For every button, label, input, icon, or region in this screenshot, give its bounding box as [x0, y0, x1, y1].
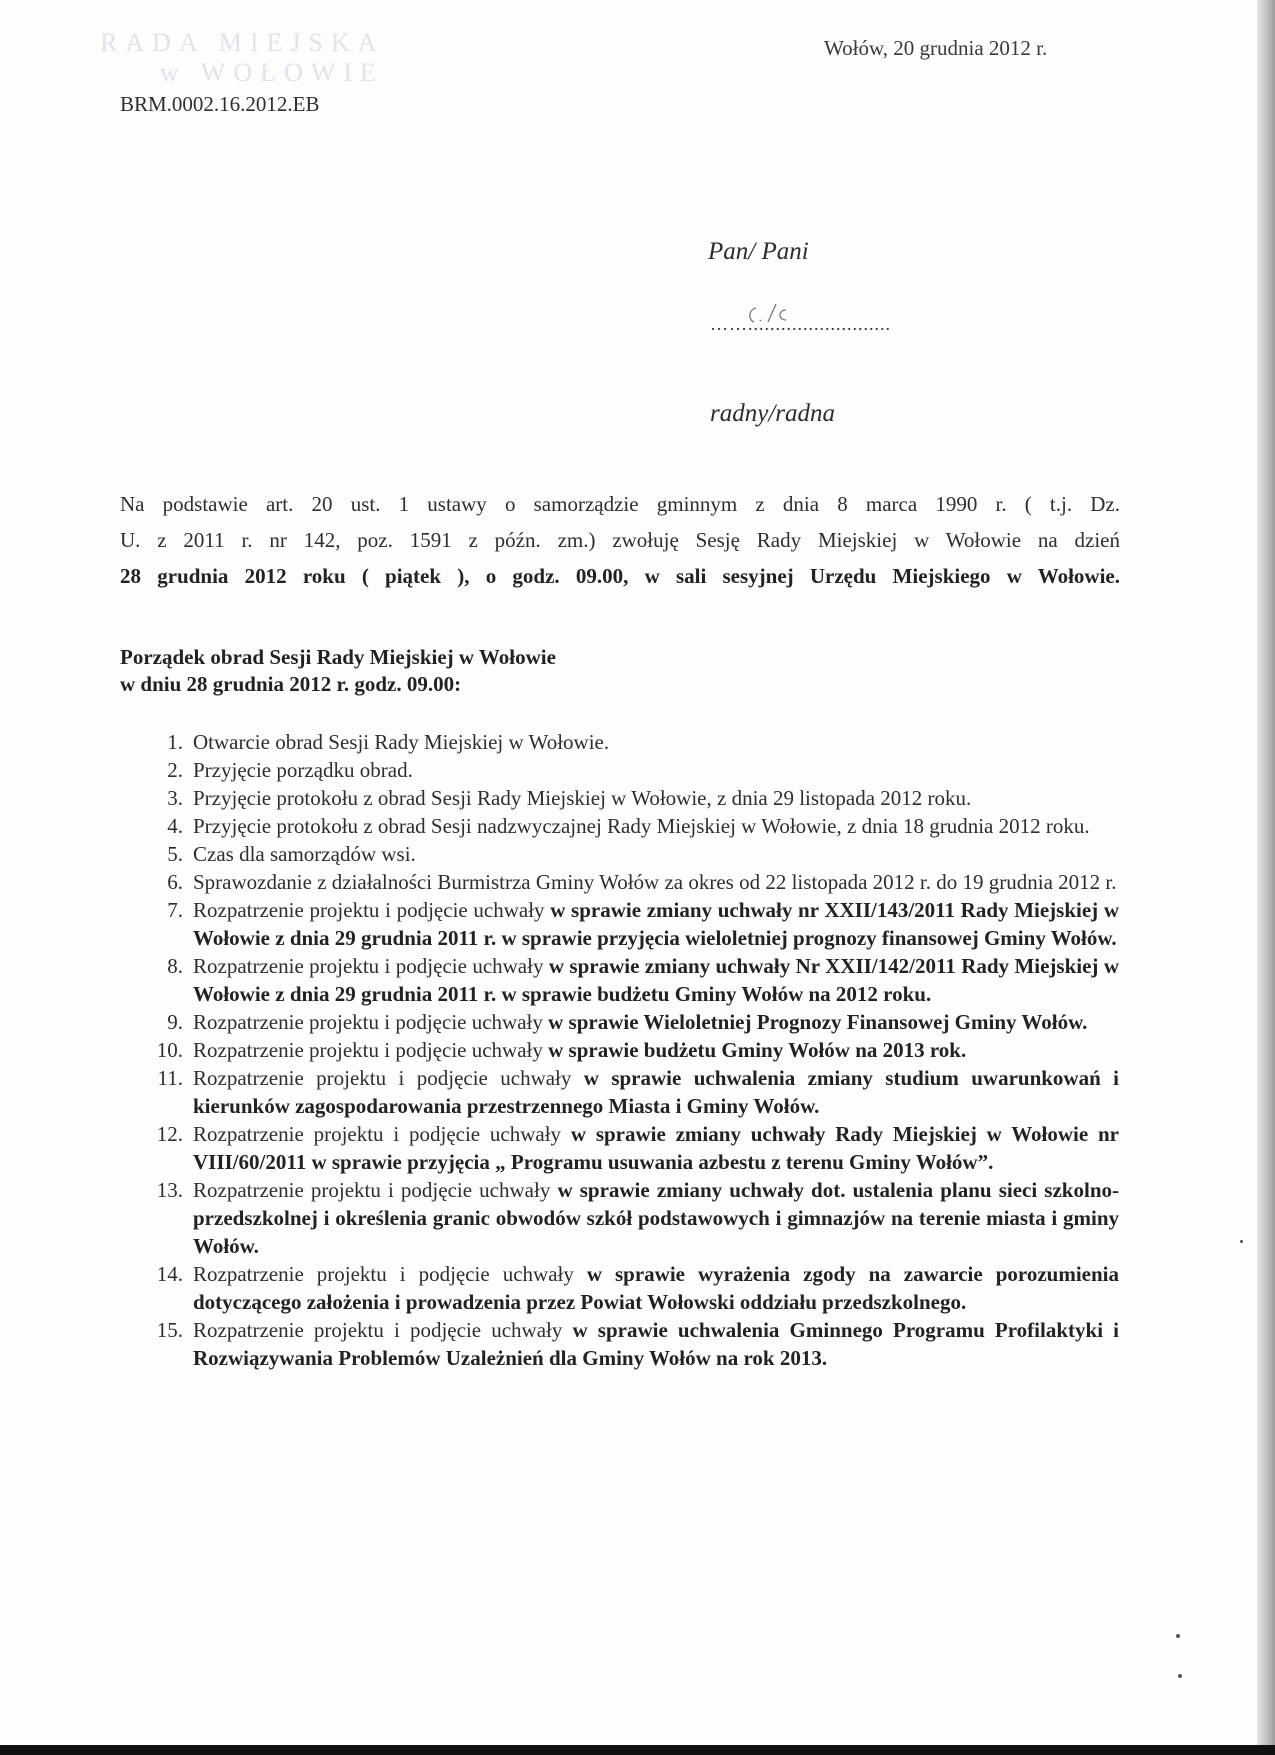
addressee-salutation: Pan/ Pani: [708, 238, 809, 265]
agenda-item-number: 6.: [167, 870, 183, 894]
scan-edge-bottom: [0, 1745, 1275, 1755]
agenda-item-text: Czas dla samorządów wsi.: [193, 842, 416, 866]
scan-speck: [1178, 1674, 1182, 1678]
agenda-item-bold: w sprawie zmiany uchwały nr XXII/143/2011 Rady Miejskiej w Wołowie z dnia 29 grudnia 2011 r. w sprawie przyjęcia wieloletniej prognozy finansowej Gminy Wołów.: [193, 898, 1119, 950]
agenda-item: [151, 1036, 1119, 1064]
agenda-item-number: 14.: [156, 1262, 183, 1286]
agenda-item: [151, 756, 1119, 784]
letter-date: Wołów, 20 grudnia 2012 r.: [824, 36, 1048, 60]
agenda-item-number: 1.: [167, 730, 183, 754]
agenda-item-text: Rozpatrzenie projektu i podjęcie uchwały: [193, 1262, 587, 1286]
intro-line-2: U. z 2011 r. nr 142, poz. 1591 z późn. zm.) zwołuję Sesję Rady Miejskiej w Wołowie na dzień: [120, 528, 1120, 552]
reference-number: BRM.0002.16.2012.EB: [120, 92, 320, 116]
agenda-item: [151, 868, 1119, 896]
agenda-item: [151, 728, 1119, 756]
agenda-item: [151, 952, 1119, 1008]
agenda-item: [151, 1176, 1119, 1260]
agenda-item-bold: w sprawie zmiany uchwały Rady Miejskiej w Wołowie nr VIII/60/2011 w sprawie przyjęcia „ Programu usuwania azbestu z terenu Gminy Wołów”.: [193, 1122, 1119, 1174]
addressee-name-field: [710, 300, 940, 332]
agenda-item: [151, 784, 1119, 812]
agenda-item-number: 9.: [167, 1010, 183, 1034]
agenda-item-number: 2.: [167, 758, 183, 782]
agenda-item-text: Sprawozdanie z działalności Burmistrza Gminy Wołów za okres od 22 listopada 2012 r. do 19 grudnia 2012 r.: [193, 870, 1117, 894]
agenda-item-number: 10.: [156, 1038, 183, 1062]
agenda-heading: [120, 644, 556, 698]
agenda-item: [151, 1120, 1119, 1176]
agenda-item-text: Przyjęcie protokołu z obrad Sesji nadzwyczajnej Rady Miejskiej w Wołowie, z dnia 18 grudnia 2012 roku.: [193, 814, 1090, 838]
addressee-role: radny/radna: [710, 400, 835, 427]
agenda-item-number: 8.: [167, 954, 183, 978]
agenda-item-bold: w sprawie uchwalenia zmiany studium uwarunkowań i kierunków zagospodarowania przestrzennego Miasta i Gminy Wołów.: [193, 1066, 1119, 1118]
agenda-item-bold: w sprawie uchwalenia Gminnego Programu Profilaktyki i Rozwiązywania Problemów Uzależnień dla Gminy Wołów na rok 2013.: [193, 1318, 1119, 1370]
intro-paragraph: [120, 486, 1120, 594]
agenda-item: [151, 812, 1119, 840]
agenda-item: [151, 1008, 1119, 1036]
agenda-item-text: Otwarcie obrad Sesji Rady Miejskiej w Wołowie.: [193, 730, 610, 754]
agenda-item-number: 13.: [156, 1178, 183, 1202]
agenda-item-number: 12.: [156, 1122, 183, 1146]
intro-line-3-wrap: [120, 558, 1120, 594]
scan-edge-right: [1257, 0, 1275, 1755]
intro-line-3: 28 grudnia 2012 roku ( piątek ), o godz. 09.00, w sali sesyjnej Urzędu Miejskiego w Wołowie.: [120, 564, 1120, 588]
stamp-line-1: RADA MIEJSKA: [100, 28, 385, 57]
agenda-item-text: Rozpatrzenie projektu i podjęcie uchwały: [193, 1038, 549, 1062]
agenda-item-number: 7.: [167, 898, 183, 922]
agenda-item: [151, 840, 1119, 868]
stamp-line-2: w WOŁOWIE: [160, 58, 384, 87]
agenda-item-number: 3.: [167, 786, 183, 810]
agenda-item-text: Rozpatrzenie projektu i podjęcie uchwały: [193, 898, 551, 922]
agenda-item: [151, 1316, 1119, 1372]
agenda-item-bold: w sprawie zmiany uchwały dot. ustalenia planu sieci szkolno-przedszkolnej i określenia granic obwodów szkół podstawowych i gimnazjów na terenie miasta i gminy Wołów.: [193, 1178, 1119, 1258]
agenda-item-text: Przyjęcie protokołu z obrad Sesji Rady Miejskiej w Wołowie, z dnia 29 listopada 2012 roku.: [193, 786, 972, 810]
agenda-item: [151, 1064, 1119, 1120]
scan-speck: [1176, 1634, 1180, 1638]
agenda-item-text: Rozpatrzenie projektu i podjęcie uchwały: [193, 1318, 573, 1342]
agenda-item-bold: w sprawie zmiany uchwały Nr XXII/142/2011 Rady Miejskiej w Wołowie z dnia 29 grudnia 2011 r. w sprawie budżetu Gminy Wołów na 2012 roku.: [193, 954, 1119, 1006]
agenda-item-number: 5.: [167, 842, 183, 866]
agenda-item: [151, 896, 1119, 952]
agenda-item-number: 4.: [167, 814, 183, 838]
agenda-item-number: 11.: [157, 1066, 183, 1090]
agenda-heading-line-1: Porządek obrad Sesji Rady Miejskiej w Wołowie: [120, 645, 556, 669]
agenda-item-text: Rozpatrzenie projektu i podjęcie uchwały: [193, 1010, 549, 1034]
agenda-item-text: Rozpatrzenie projektu i podjęcie uchwały: [193, 1178, 558, 1202]
agenda-item-text: Rozpatrzenie projektu i podjęcie uchwały: [193, 1066, 584, 1090]
agenda-item-bold: w sprawie Wieloletniej Prognozy Finansowej Gminy Wołów.: [548, 1010, 1088, 1034]
intro-line-1: Na podstawie art. 20 ust. 1 ustawy o samorządzie gminnym z dnia 8 marca 1990 r. ( t.j. Dz.: [120, 492, 1120, 516]
agenda-item-number: 15.: [156, 1318, 183, 1342]
agenda-item-text: Rozpatrzenie projektu i podjęcie uchwały: [193, 954, 549, 978]
agenda-item-text: Rozpatrzenie projektu i podjęcie uchwały: [193, 1122, 571, 1146]
scan-speck: [1240, 1240, 1243, 1243]
agenda-item-text: Przyjęcie porządku obrad.: [193, 758, 413, 782]
agenda-item: [151, 1260, 1119, 1316]
agenda-list: [151, 728, 1119, 1372]
agenda-item-bold: w sprawie wyrażenia zgody na zawarcie porozumienia dotyczącego założenia i prowadzenia przez Powiat Wołowski oddziału przedszkolnego.: [193, 1262, 1119, 1314]
council-stamp: [100, 28, 385, 88]
agenda-heading-line-2: w dniu 28 grudnia 2012 r. godz. 09.00:: [120, 672, 462, 696]
agenda-item-bold: w sprawie budżetu Gminy Wołów na 2013 rok.: [548, 1038, 967, 1062]
addressee-name-dots: ……..........................: [710, 314, 891, 334]
